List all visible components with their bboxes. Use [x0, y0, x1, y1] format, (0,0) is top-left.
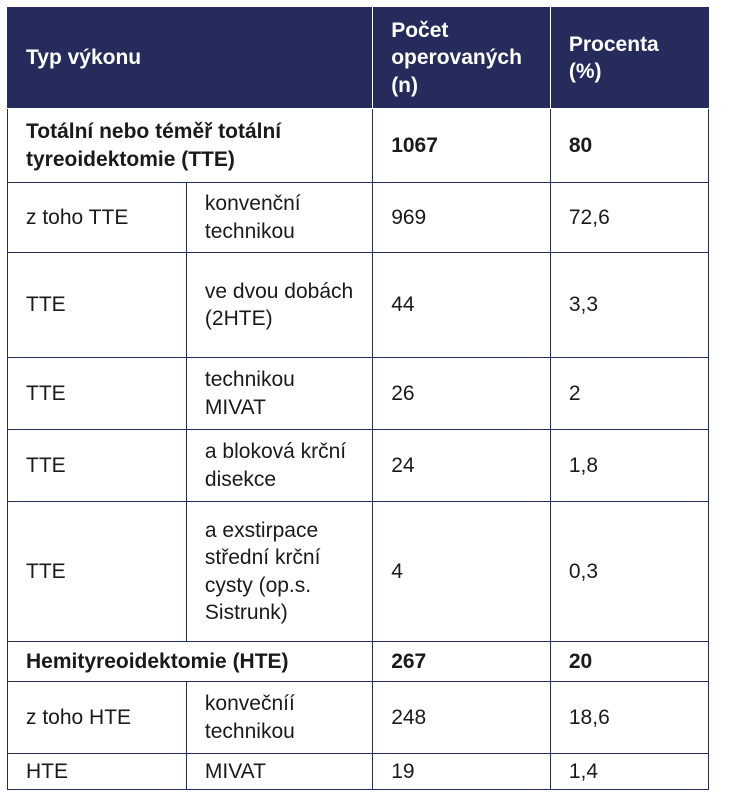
cell-percent: 80 [550, 109, 708, 183]
cell-detail: konvenční technikou [186, 183, 372, 253]
cell-type: TTE [8, 502, 187, 642]
cell-percent: 18,6 [550, 682, 708, 754]
cell-detail: a exstirpace střední krční cysty (op.s. Sistrunk) [186, 502, 372, 642]
cell-count: 24 [373, 430, 551, 502]
table-row [8, 183, 709, 253]
cell-percent: 0,3 [550, 502, 708, 642]
cell-count: 44 [373, 253, 551, 358]
cell-percent: 2 [550, 358, 708, 430]
cell-type: TTE [8, 430, 187, 502]
table-header-row [8, 8, 709, 109]
cell-percent: 3,3 [550, 253, 708, 358]
cell-detail: MIVAT [186, 754, 372, 790]
cell-detail: konvečníí technikou [186, 682, 372, 754]
cell-count: 969 [373, 183, 551, 253]
surgery-table [7, 7, 709, 790]
header-percent: Procenta (%) [550, 8, 708, 109]
cell-type: TTE [8, 253, 187, 358]
cell-count: 4 [373, 502, 551, 642]
cell-percent: 1,4 [550, 754, 708, 790]
table-row [8, 109, 709, 183]
header-type: Typ výkonu [8, 8, 373, 109]
table-row [8, 682, 709, 754]
table-row [8, 502, 709, 642]
cell-type: z toho TTE [8, 183, 187, 253]
group-label: Totální nebo téměř totální tyreoidektomie (TTE) [8, 109, 373, 183]
cell-percent: 72,6 [550, 183, 708, 253]
cell-detail: a bloková krční disekce [186, 430, 372, 502]
cell-type: TTE [8, 358, 187, 430]
table-row [8, 642, 709, 682]
cell-detail: technikou MIVAT [186, 358, 372, 430]
table-row [8, 430, 709, 502]
cell-count: 1067 [373, 109, 551, 183]
cell-detail: ve dvou dobách (2HTE) [186, 253, 372, 358]
cell-count: 19 [373, 754, 551, 790]
cell-count: 248 [373, 682, 551, 754]
cell-percent: 1,8 [550, 430, 708, 502]
table-row [8, 754, 709, 790]
group-label: Hemityreoidektomie (HTE) [8, 642, 373, 682]
table-row [8, 253, 709, 358]
cell-type: z toho HTE [8, 682, 187, 754]
cell-type: HTE [8, 754, 187, 790]
cell-count: 267 [373, 642, 551, 682]
header-count: Počet operovaných (n) [373, 8, 551, 109]
cell-percent: 20 [550, 642, 708, 682]
cell-count: 26 [373, 358, 551, 430]
table-row [8, 358, 709, 430]
